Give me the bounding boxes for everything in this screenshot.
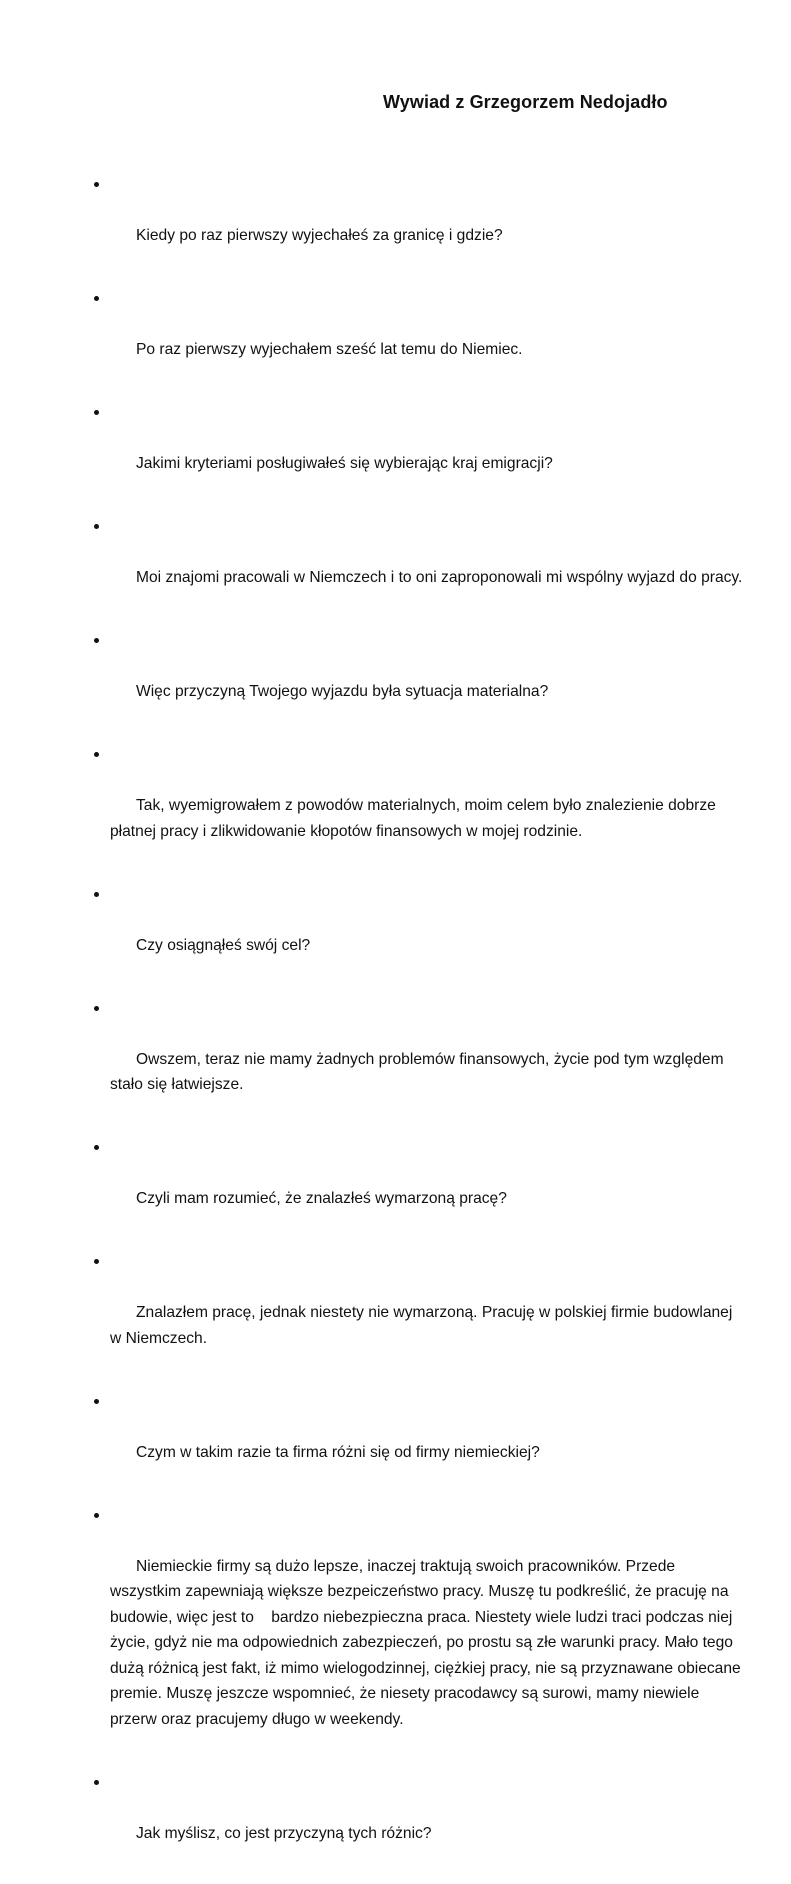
list-item-text: Tak, wyemigrowałem z powodów materialnych, moim celem było znalezienie dobrze płatnej pracy i zlikwidowanie kłopotów finansowych w mojej rodzinie.	[110, 797, 721, 840]
list-item-text: Czym w takim razie ta firma różni się od firmy niemieckiej?	[136, 1443, 540, 1461]
bullet-icon	[90, 286, 102, 312]
list-item-text: Jak myślisz, co jest przyczyną tych różnic?	[136, 1824, 432, 1842]
list-item-text: Czyli mam rozumieć, że znalazłeś wymarzoną pracę?	[136, 1190, 507, 1207]
list-item	[86, 1389, 746, 1491]
list-item	[86, 1249, 746, 1377]
list-item-text: Znalazłem pracę, jednak niestety nie wymarzoną. Pracuję w polskiej firmie budowlanej w Niemczech.	[110, 1304, 737, 1347]
bullet-icon	[90, 628, 102, 654]
bullet-icon	[90, 1770, 102, 1796]
list-item-text: Jakimi kryteriami posługiwałeś się wybierając kraj emigracji?	[136, 455, 553, 472]
bullet-icon	[90, 742, 102, 768]
bullet-icon	[90, 1503, 102, 1529]
list-item-text: Owszem, teraz nie mamy żadnych problemów finansowych, życie pod tym względem stało się łatwiejsze.	[110, 1050, 728, 1093]
bullet-icon	[90, 514, 102, 540]
list-item-text: Po raz pierwszy wyjechałem sześć lat temu do Niemiec.	[136, 341, 523, 358]
bullet-icon	[90, 996, 102, 1022]
list-item	[86, 1503, 746, 1758]
bullet-icon	[90, 1249, 102, 1275]
list-item	[86, 1135, 746, 1237]
list-item	[86, 400, 746, 502]
list-item-text: Czy osiągnąłeś swój cel?	[136, 936, 311, 954]
interview-list	[86, 172, 746, 1884]
bullet-icon	[90, 1389, 102, 1415]
list-item-text: Niemieckie firmy są dużo lepsze, inaczej traktują swoich pracowników. Przede wszystkim zapewniają większe bezpeiczeństwo pracy. Muszę tu podkreślić, że pracuję na budowie, więc jest to bardzo niebezpieczna praca. Niestety wiele ludzi traci podczas niej życie, gdyż nie ma odpowiednich zabezpieczeń, po prostu są złe warunki pracy. Mało tego dużą różnicą jest fakt, iż mimo wielogodzinnej, ciężkiej pracy, nie są przyznawane obiecane premie. Muszę jeszcze wspomnieć, że niesety pracodawcy są surowi, mamy niewiele przerw oraz pracujemy długo w weekendy.	[110, 1557, 746, 1728]
list-item	[86, 742, 746, 870]
list-item	[86, 514, 746, 616]
bullet-icon	[90, 172, 102, 198]
document-title: Wywiad z Grzegorzem Nedojadło	[383, 92, 668, 112]
list-item	[86, 628, 746, 730]
list-item-text: Więc przyczyną Twojego wyjazdu była sytuacja materialna?	[136, 683, 549, 700]
list-item	[86, 882, 746, 984]
list-item	[86, 286, 746, 388]
list-item-text: Moi znajomi pracowali w Niemczech i to oni zaproponowali mi wspólny wyjazd do pracy.	[136, 569, 743, 586]
list-item-text: Kiedy po raz pierwszy wyjechałeś za granicę i gdzie?	[136, 227, 503, 244]
list-item	[86, 172, 746, 274]
list-item	[86, 996, 746, 1124]
bullet-icon	[90, 1135, 102, 1161]
bullet-icon	[90, 882, 102, 908]
bullet-icon	[90, 400, 102, 426]
list-item	[86, 1770, 746, 1872]
